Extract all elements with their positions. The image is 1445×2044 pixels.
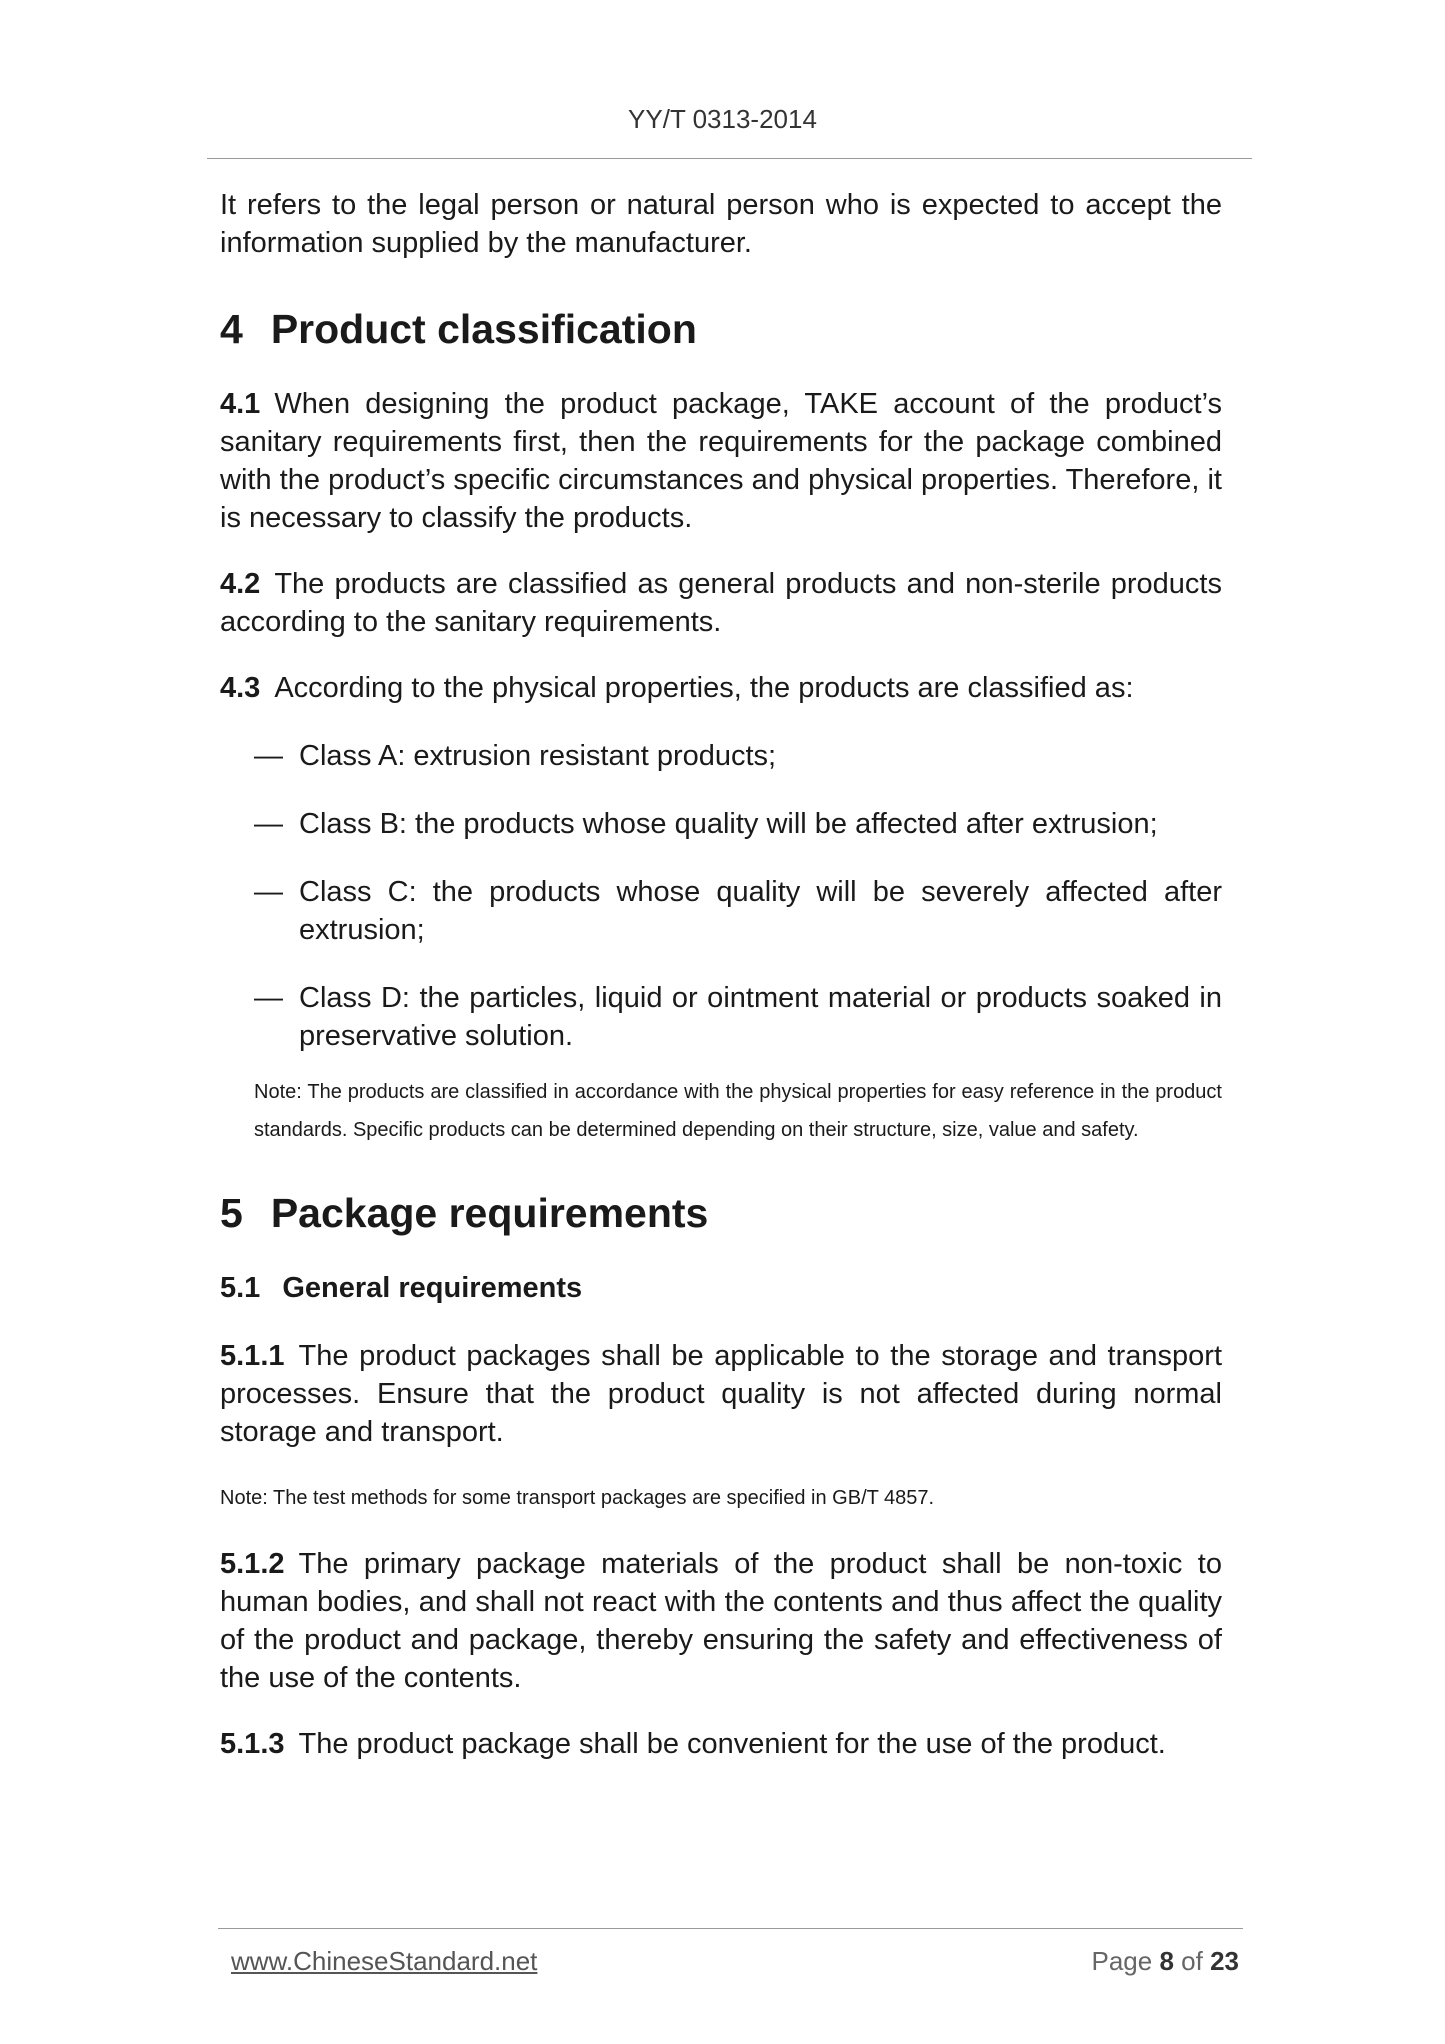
dash-bullet: — — [254, 808, 283, 840]
clause-5-1-1 — [220, 1337, 1222, 1451]
section-4-heading — [220, 305, 1222, 353]
clause-5-1-2-number: 5.1.2 — [220, 1548, 285, 1580]
page-total: 23 — [1210, 1946, 1239, 1976]
list-item-class-a — [220, 737, 1222, 775]
clause-4-3-number: 4.3 — [220, 672, 261, 704]
intro-paragraph: It refers to the legal person or natural person who is expected to accept the information supplied by the manufacturer. — [220, 189, 1222, 259]
section-5-number: 5 — [220, 1190, 243, 1236]
clause-5-1-1-note: Note: The test methods for some transport packages are specified in GB/T 4857. — [220, 1487, 935, 1509]
product-class-list — [220, 737, 1222, 1055]
section-5-title: Package requirements — [270, 1190, 709, 1236]
clause-4-2-number: 4.2 — [220, 568, 261, 600]
clause-4-3-text: According to the physical properties, the products are classified as: — [274, 672, 1134, 704]
subsection-5-1-heading — [220, 1269, 1222, 1307]
section-4-number: 4 — [220, 306, 243, 352]
clause-4-1-text: When designing the product package, TAKE account of the product’s sanitary requirements first, then the requirements for the package combined with the product’s specific circumstances and physical properties. Therefore, it is necessary to classify the products. — [220, 388, 1222, 534]
clause-5-1-2-text: The primary package materials of the product shall be non-toxic to human bodies, and shall not react with the contents and thus affect the quality of the product and package, thereby ensuring the safety and effectiveness of the use of the contents. — [220, 1548, 1222, 1694]
page-of: of — [1181, 1946, 1203, 1976]
clause-4-2 — [220, 565, 1222, 641]
section-5-heading — [220, 1189, 1222, 1237]
clause-5-1-1-number: 5.1.1 — [220, 1340, 285, 1372]
list-item-text: Class C: the products whose quality will be severely affected after extrusion; — [299, 876, 1222, 946]
dash-bullet: — — [254, 876, 283, 908]
page-indicator — [1091, 1946, 1239, 1977]
clause-5-1-2 — [220, 1545, 1222, 1697]
website-link[interactable]: www.ChineseStandard.net — [231, 1946, 538, 1976]
section-4-note: Note: The products are classified in accordance with the physical properties for easy reference in the product standards. Specific products can be determined depending on their structure, size, value and safety. — [254, 1081, 1222, 1141]
dash-bullet: — — [254, 982, 283, 1014]
list-item-text: Class B: the products whose quality will be affected after extrusion; — [299, 808, 1158, 840]
header-divider — [207, 158, 1252, 159]
clause-4-2-text: The products are classified as general products and non-sterile products according to the sanitary requirements. — [220, 568, 1222, 638]
subsection-5-1-title: General requirements — [282, 1272, 583, 1304]
clause-4-1 — [220, 385, 1222, 537]
subsection-5-1-number: 5.1 — [220, 1272, 261, 1304]
clause-5-1-3 — [220, 1725, 1222, 1763]
list-item-class-b — [220, 805, 1222, 843]
clause-4-3 — [220, 669, 1222, 707]
document-code-header: YY/T 0313-2014 — [628, 104, 817, 134]
clause-5-1-3-text: The product package shall be convenient for the use of the product. — [298, 1728, 1166, 1760]
page-content — [220, 186, 1222, 1763]
clause-4-1-number: 4.1 — [220, 388, 261, 420]
page-current: 8 — [1159, 1946, 1174, 1976]
section-4-title: Product classification — [270, 306, 697, 352]
list-item-text: Class A: extrusion resistant products; — [299, 740, 777, 772]
list-item-class-d — [220, 979, 1222, 1055]
footer-divider — [218, 1928, 1243, 1929]
clause-5-1-1-text: The product packages shall be applicable to the storage and transport processes. Ensure that the product quality is not affected during normal storage and transport. — [220, 1340, 1222, 1448]
clause-5-1-3-number: 5.1.3 — [220, 1728, 285, 1760]
list-item-class-c — [220, 873, 1222, 949]
page-prefix: Page — [1091, 1946, 1153, 1976]
dash-bullet: — — [254, 740, 283, 772]
list-item-text: Class D: the particles, liquid or ointment material or products soaked in preservative solution. — [299, 982, 1222, 1052]
